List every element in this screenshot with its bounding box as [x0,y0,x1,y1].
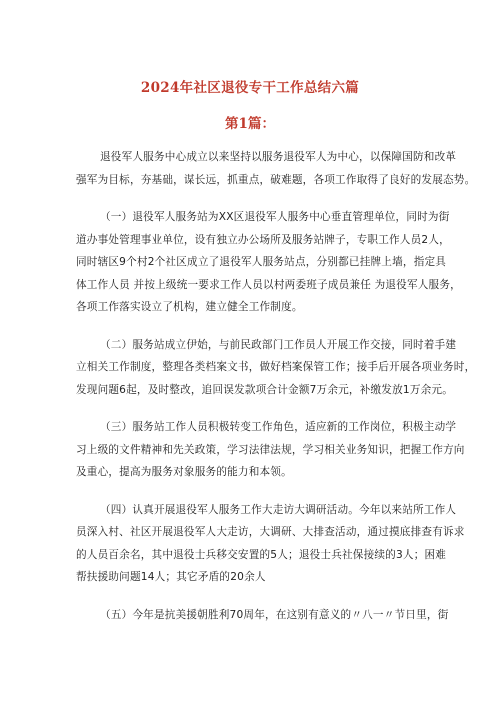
section-heading: 第1篇： [225,116,275,132]
document-body [76,146,476,641]
paragraph-line: （一）退役军人服务站为XX区退役军人服务中心垂直管理单位，同时为街 [100,211,450,223]
paragraph-line: 员深入村、社区开展退役军人大走访，大调研、大排查活动，通过摸底排查有诉求 [76,526,465,538]
paragraph-line: 同时辖区9个村2个社区成立了退役军人服务站点，分别都已挂牌上墙，指定具 [76,256,447,268]
paragraph-line: （二）服务站成立伊始，与前民政部门工作员人开展工作交接，同时着手建 [100,338,457,351]
paragraph-line: 及重心，提高为服务对象服务的能力和本领。 [76,466,292,478]
paragraph-line: 退役军人服务中心成立以来坚持以服务退役军人为中心，以保障国防和改革 [100,151,457,163]
paragraph [76,416,465,484]
paragraph-line: 的人员百余名，其中退役士兵移交安置的5人；退役士兵社保接续的3人；困难 [76,548,447,561]
paragraph [76,146,476,191]
paragraph [76,499,465,589]
paragraph [76,334,476,402]
paragraph-line: （四）认真开展退役军人服务工作大走访大调研活动。今年以来站所工作人 [100,503,457,516]
paragraph [76,206,461,319]
paragraph-line: 发现问题6起，及时整改，追回误发款项合计金额7万余元，补缴发放1万余元。 [76,383,454,396]
paragraph-line: 帮扶援助问题14人；其它矛盾的20余人 [76,571,266,583]
paragraph-line: 各项工作落实设立了机构，建立健全工作制度。 [76,301,303,313]
paragraph-line: 道办事处管理事业单位，设有独立办公场所及服务站牌子，专职工作人员2人， [76,233,450,246]
paragraph-line: （五）今年是抗美援朝胜利70周年，在这别有意义的〃八一〃节日里，街 [100,608,449,621]
paragraph-line: 立相关工作制度，整理各类档案文书，做好档案保管工作；接手后开展各项业务时， [76,361,476,373]
paragraph [86,604,449,627]
document-title: 2024年社区退役专干工作总结六篇 [140,80,360,96]
paragraph-line: （三）服务站工作人员积极转变工作角色，适应新的工作岗位，积极主动学 [100,421,457,433]
paragraph-line: 体工作人员 并按上级统一要求工作人员以村两委班子成员兼任 为退役军人服务， [76,278,461,291]
paragraph-line: 习上级的文件精神和先关政策，学习法律法规，学习相关业务知识，把握工作方向 [76,443,465,456]
paragraph-line: 强军为目标，夯基础，谋长远，抓重点，破难题，各项工作取得了良好的发展态势。 [76,173,476,186]
